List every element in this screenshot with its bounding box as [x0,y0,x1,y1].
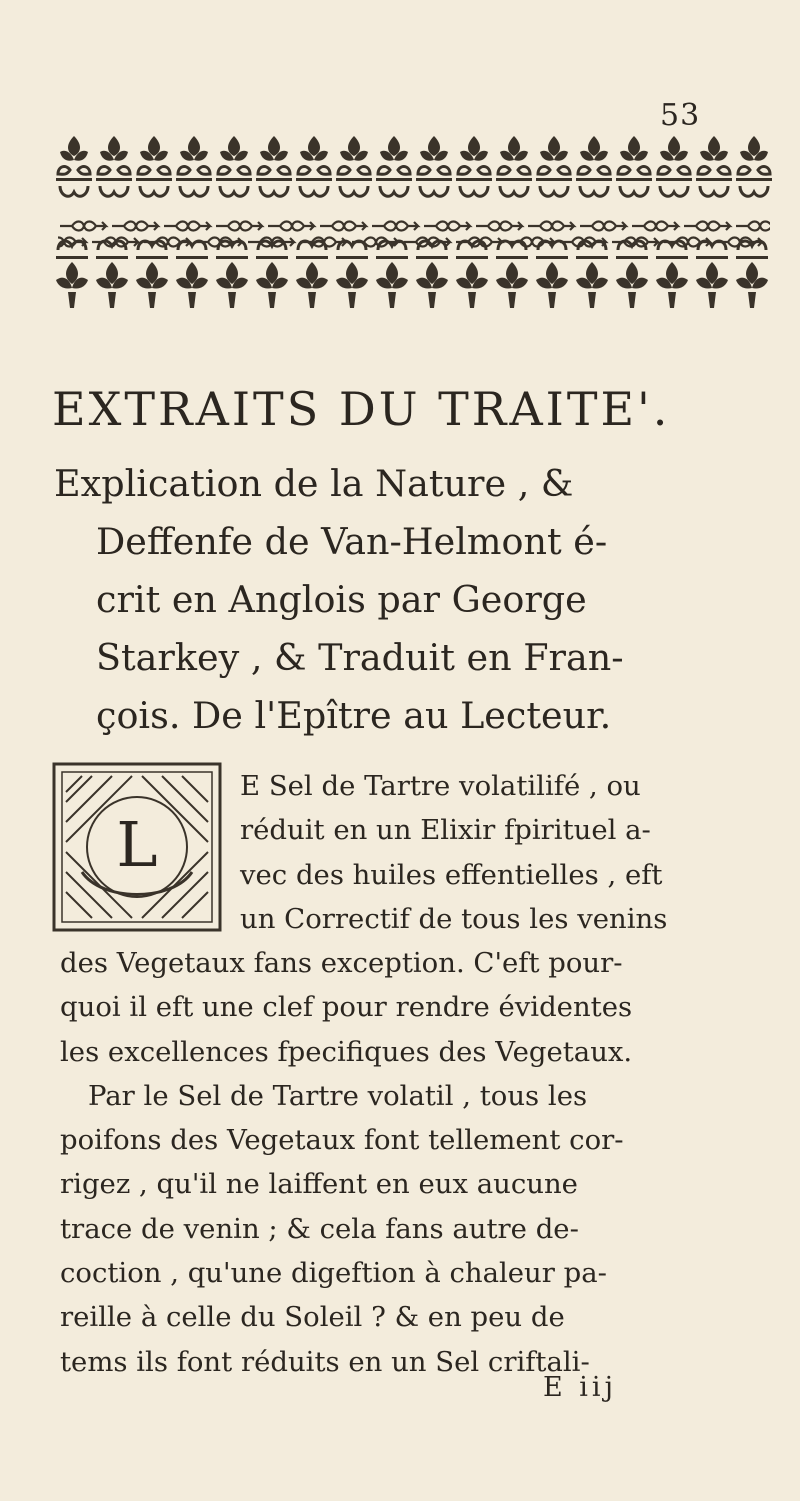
text-line: réduit en un Elixir fpirituel a- [240,814,651,847]
paragraph-1-opening [240,764,790,941]
body-text [60,941,780,1384]
subtitle-line: Deffenfe de Van-Helmont é- [96,520,608,563]
knot-rule-upper [58,218,770,234]
text-line: coction , qu'une digeftion à chaleur pa- [60,1257,607,1290]
text-line: rigez , qu'il ne laiffent en eux aucune [60,1168,578,1201]
fleuron-band-bottom [54,236,774,340]
text-line: reille à celle du Soleil ? & en peu de [60,1301,565,1334]
text-line: un Correctif de tous les venins [240,902,668,935]
text-line: poifons des Vegetaux font tellement cor- [60,1124,624,1157]
signature-mark: E iij [543,1372,617,1403]
drop-cap-letter: L [116,808,158,881]
text-line: les excellences fpecifiques des Vegetaux. [60,1035,633,1068]
page-number: 53 [660,98,701,133]
subtitle-line: crit en Anglois par George [96,578,587,621]
text-line: vec des huiles effentielles , eft [240,858,663,891]
text-line: trace de venin ; & cela fans autre de- [60,1212,579,1245]
subtitle-line: Explication de la Nature , & [54,462,574,505]
subtitle-line: Starkey , & Traduit en Fran- [96,636,624,679]
text-line: quoi il eft une clef pour rendre évidentes [60,991,633,1024]
text-line: Par le Sel de Tartre volatil , tous les [88,1079,588,1112]
fleuron-band-top [54,130,774,210]
subtitle [54,455,784,745]
drop-cap-ornament [52,762,222,932]
text-line: tems ils font réduits en un Sel criftali- [60,1345,590,1378]
subtitle-line: çois. De l'Epître au Lecteur. [96,694,612,737]
text-line: des Vegetaux fans exception. C'eft pour- [60,947,623,979]
section-title: EXTRAITS DU TRAITE'. [52,382,671,436]
text-line: E Sel de Tartre volatilifé , ou [240,770,641,802]
